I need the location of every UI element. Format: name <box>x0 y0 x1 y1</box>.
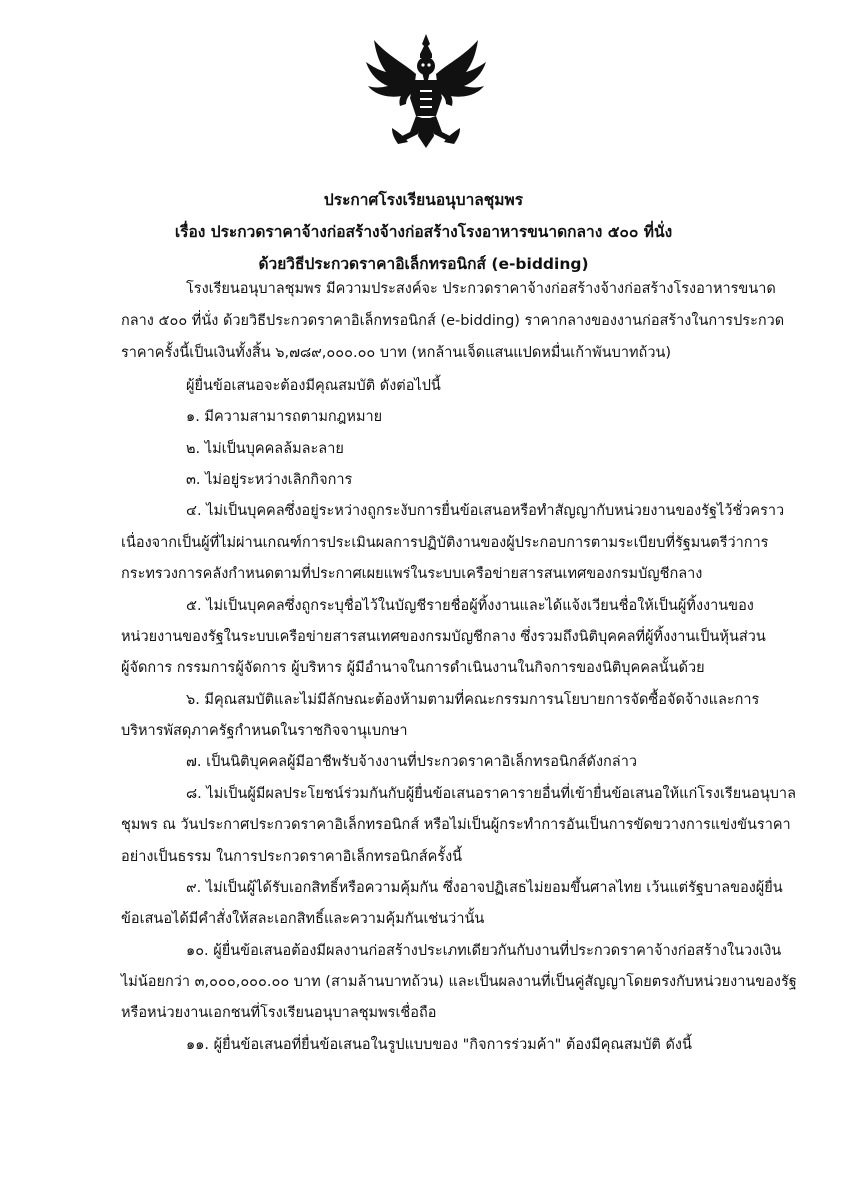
qualification-item-4-line-2: เนื่องจากเป็นผู้ที่ไม่ผ่านเกณฑ์การประเมินผลการปฏิบัติงานของผู้ประกอบการตามระเบียบที่รัฐมนตรีว่าการ <box>121 535 769 551</box>
qualification-item-5-line-2: หน่วยงานของรัฐในระบบเครือข่ายสารสนเทศของกรมบัญชีกลาง ซึ่งรวมถึงนิติบุคคลที่ผู้ทิ้งงานเป็นหุ้นส่วน <box>121 629 766 645</box>
qualification-item-1: ๑. มีความสามารถตามกฎหมาย <box>186 409 383 425</box>
announcement-subject: เรื่อง ประกวดราคาจ้างก่อสร้างจ้างก่อสร้างโรงอาหารขนาดกลาง ๕๐๐ ที่นั่ง <box>174 223 673 241</box>
qualification-item-4-line-1: ๔. ไม่เป็นบุคคลซึ่งอยู่ระหว่างถูกระงับการยื่นข้อเสนอหรือทำสัญญากับหน่วยงานของรัฐไว้ชั่วคราว <box>186 503 785 519</box>
qualification-item-10-line-3: หรือหน่วยงานเอกชนที่โรงเรียนอนุบาลชุมพรเชื่อถือ <box>121 1005 437 1021</box>
garuda-emblem-icon <box>362 32 490 150</box>
qualification-item-8-line-3: อย่างเป็นธรรม ในการประกวดราคาอิเล็กทรอนิกส์ครั้งนี้ <box>121 849 463 865</box>
qualification-item-3: ๓. ไม่อยู่ระหว่างเลิกกิจการ <box>186 472 353 488</box>
qualification-item-4-line-3: กระทรวงการคลังกำหนดตามที่ประกาศเผยแพร่ในระบบเครือข่ายสารสนเทศของกรมบัญชีกลาง <box>121 566 703 582</box>
qualification-item-5-line-3: ผู้จัดการ กรรมการผู้จัดการ ผู้บริหาร ผู้มีอำนาจในการดำเนินงานในกิจการของนิติบุคคลนั้นด้วย <box>121 660 705 676</box>
qualification-item-8-line-2: ชุมพร ณ วันประกาศประกวดราคาอิเล็กทรอนิกส์ หรือไม่เป็นผู้กระทำการอันเป็นการขัดขวางการแข่งขันราคา <box>121 817 791 833</box>
intro-line-2: กลาง ๕๐๐ ที่นั่ง ด้วยวิธีประกวดราคาอิเล็กทรอนิกส์ (e-bidding) ราคากลางของงานก่อสร้างในการประกวด <box>121 313 785 329</box>
intro-line-1: โรงเรียนอนุบาลชุมพร มีความประสงค์จะ ประกวดราคาจ้างก่อสร้างจ้างก่อสร้างโรงอาหารขนาด <box>186 281 776 297</box>
intro-line-3: ราคาครั้งนี้เป็นเงินทั้งสิ้น ๖,๗๘๙,๐๐๐.๐๐ บาท (หกล้านเจ็ดแสนแปดหมื่นเก้าพันบาทถ้วน) <box>121 345 672 361</box>
qualification-item-2: ๒. ไม่เป็นบุคคลล้มละลาย <box>186 441 344 457</box>
qualification-item-7: ๗. เป็นนิติบุคคลผู้มีอาชีพรับจ้างงานที่ประกวดราคาอิเล็กทรอนิกส์ดังกล่าว <box>186 754 637 770</box>
qualification-item-9-line-1: ๙. ไม่เป็นผู้ได้รับเอกสิทธิ์หรือความคุ้มกัน ซึ่งอาจปฏิเสธไม่ยอมขึ้นศาลไทย เว้นแต่รัฐบาลของผู้ยื่น <box>186 880 783 896</box>
qualification-item-10-line-1: ๑๐. ผู้ยื่นข้อเสนอต้องมีผลงานก่อสร้างประเภทเดียวกันกับงานที่ประกวดราคาจ้างก่อสร้างในวงเงิน <box>186 943 782 959</box>
qualification-item-10-line-2: ไม่น้อยกว่า ๓,๐๐๐,๐๐๐.๐๐ บาท (สามล้านบาทถ้วน) และเป็นผลงานที่เป็นคู่สัญญาโดยตรงกับหน่วยงานของรัฐ <box>121 974 797 990</box>
qualification-item-5-line-1: ๕. ไม่เป็นบุคคลซึ่งถูกระบุชื่อไว้ในบัญชีรายชื่อผู้ทิ้งงานและได้แจ้งเวียนชื่อให้เป็นผู้ทิ้งงานของ <box>186 598 754 614</box>
announcement-method: ด้วยวิธีประกวดราคาอิเล็กทรอนิกส์ (e-bidding) <box>258 255 589 273</box>
qualification-item-6-line-1: ๖. มีคุณสมบัติและไม่มีลักษณะต้องห้ามตามที่คณะกรรมการนโยบายการจัดซื้อจัดจ้างและการ <box>186 692 760 708</box>
qualification-item-6-line-2: บริหารพัสดุภาครัฐกำหนดในราชกิจจานุเบกษา <box>121 723 408 739</box>
qualification-item-8-line-1: ๘. ไม่เป็นผู้มีผลประโยชน์ร่วมกันกับผู้ยื่นข้อเสนอราคารายอื่นที่เข้ายื่นข้อเสนอให้แก่โรงเรียนอนุบาล <box>186 786 796 802</box>
qualifications-lead: ผู้ยื่นข้อเสนอจะต้องมีคุณสมบัติ ดังต่อไปนี้ <box>186 378 441 394</box>
qualification-item-11: ๑๑. ผู้ยื่นข้อเสนอที่ยื่นข้อเสนอในรูปแบบของ "กิจการร่วมค้า" ต้องมีคุณสมบัติ ดังนี้ <box>186 1037 692 1053</box>
announcement-title: ประกาศโรงเรียนอนุบาลชุมพร <box>323 191 524 209</box>
qualification-item-9-line-2: ข้อเสนอได้มีคำสั่งให้สละเอกสิทธิ์และความคุ้มกันเช่นว่านั้น <box>121 911 485 927</box>
